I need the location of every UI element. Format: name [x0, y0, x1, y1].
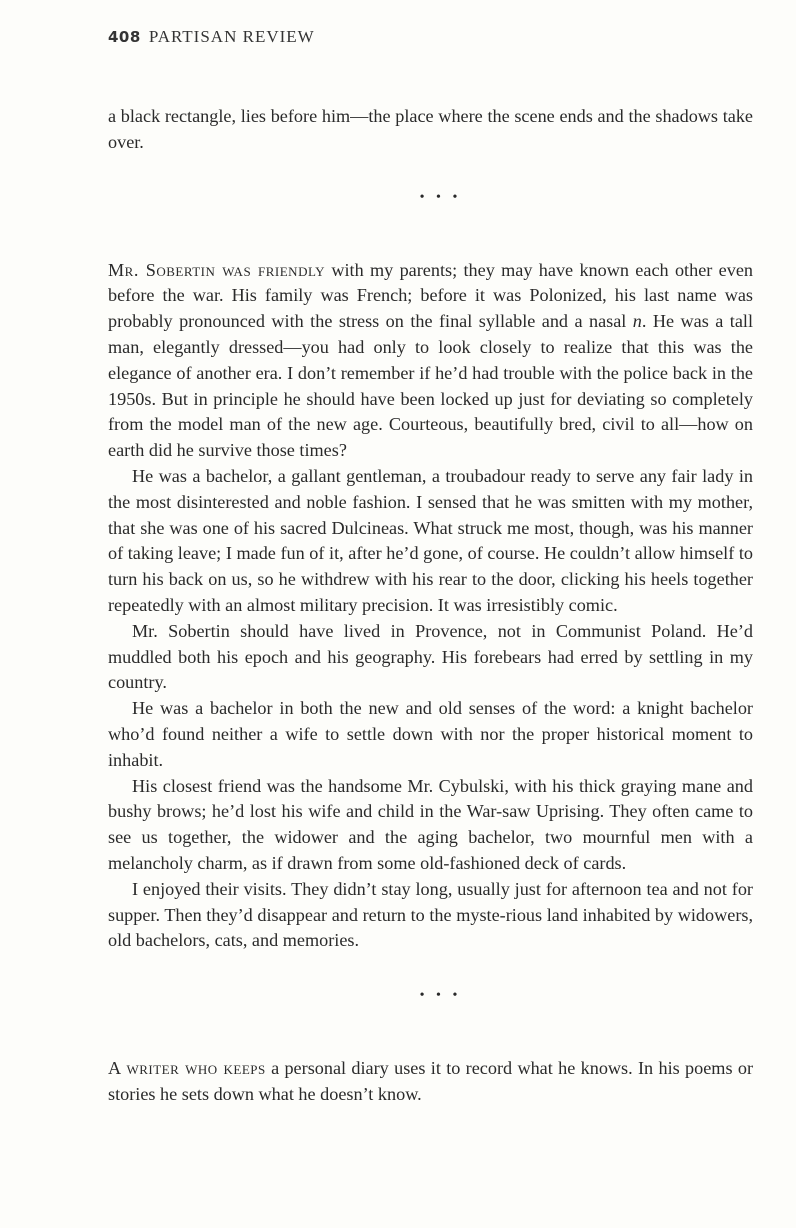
section1-paragraph-4: He was a bachelor in both the new and old senses of the word: a knight bachelor who’d found neither a wife to settle down with nor the proper historical moment to inhabit. — [108, 698, 753, 770]
section1-paragraph-6: I enjoyed their visits. They didn’t stay long, usually just for afternoon tea and not for supper. Then they’d disappear and return to the myste-rious land inhabited by widowers, old bachelors, cats, and memories. — [108, 878, 753, 951]
section1-p1-italic: n — [632, 311, 642, 332]
section1-paragraph-2: He was a bachelor, a gallant gentleman, a troubadour ready to serve any fair lady in the most disinterested and noble fashion. I sensed that he was smitten with my mother, that she was one of his sacred Dulcineas. What struck me most, though, was his manner of taking leave; I made fun of it, after he’d gone, of course. He couldn’t allow himself to turn his back on us, so he withdrew with his rear to the door, clicking his heels together repeatedly with an almost military precision. It was irresistibly comic. — [108, 465, 753, 615]
section1-paragraph-5: His closest friend was the handsome Mr. Cybulski, with his thick graying mane and bushy brows; he’d lost his wife and child in the War-saw Uprising. They often came to see us together, the widower and the aging bachelor, two mournful men with a melancholy charm, as if drawn from some old-fashioned deck of cards. — [108, 775, 753, 873]
section1-p1-text-b: . He was a tall man, elegantly dressed—you had only to look closely to realize that this was the elegance of another era. I don’t remember if he’d had trouble with the police back in the 1950s. But in principle he should have been locked up just for deviating so completely from the model man of the new age. Courteous, beautifully bred, civil to all—how on earth did he survive those times? — [108, 311, 753, 461]
section2-paragraph-1 — [108, 1056, 753, 1108]
section1-lead-in: Mr. Sobertin was friendly — [108, 259, 325, 280]
section-separator: • • • — [419, 189, 462, 205]
section-separator-2: • • • — [419, 988, 462, 1004]
section1-paragraph-1 — [108, 258, 753, 464]
journal-title: PARTISAN REVIEW — [148, 27, 315, 46]
section1-p1-text-a: with my parents; they may have known each other even before the war. His family was French; before it was Polonized, his last name was probably pronounced with the stress on the final syllable and a nasal — [108, 259, 753, 332]
opening-paragraph: a black rectangle, lies before him—the place where the scene ends and the shadows take over. — [108, 106, 753, 152]
body-text — [108, 104, 753, 1108]
running-header — [108, 27, 315, 47]
section1-paragraph-3: Mr. Sobertin should have lived in Provence, not in Communist Poland. He’d muddled both his epoch and his geography. His forebears had erred by settling in my country. — [108, 620, 753, 693]
section2-lead-in: A writer who keeps — [108, 1058, 266, 1079]
page-number: 408 — [108, 28, 141, 46]
section2-p1-text: a personal diary uses it to record what he knows. In his poems or stories he sets down what he doesn’t know. — [108, 1058, 754, 1104]
